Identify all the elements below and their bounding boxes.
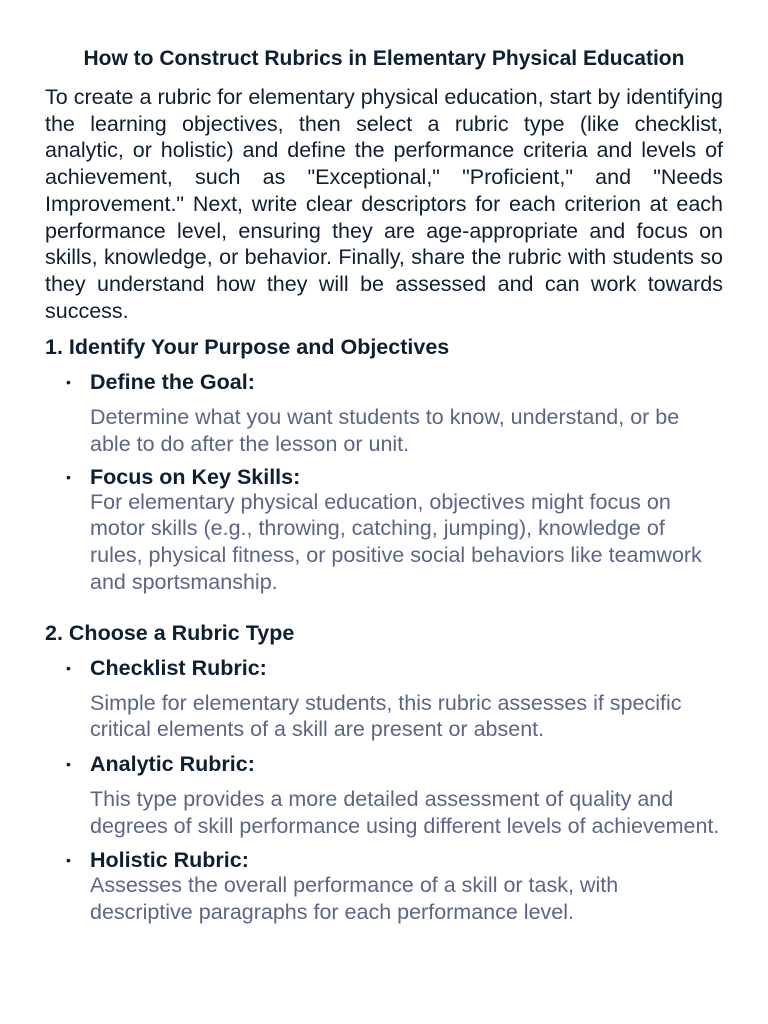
item-list [45,653,723,926]
section-identify-purpose [45,332,723,595]
item-description: Assesses the overall performance of a skill or task, with descriptive paragraphs for each performance level. [90,873,619,925]
section-choose-rubric-type [45,618,723,926]
bullet-icon: • [66,755,71,772]
list-item-checklist-rubric [45,653,723,743]
document-title: How to Construct Rubrics in Elementary Physical Education [83,47,685,70]
item-description: This type provides a more detailed assessment of quality and degrees of skill performance using different levels of achievement. [90,786,720,838]
list-item-define-goal [45,367,723,457]
item-description: For elementary physical education, objectives might focus on motor skills (e.g., throwing, catching, jumping), knowledge of rules, physical fitness, or positive social behaviors like teamwork and sportsmanship. [90,489,702,594]
list-item-key-skills [45,462,723,596]
bullet-icon: • [66,374,71,391]
item-label: Holistic Rubric: [90,848,249,873]
item-description: Simple for elementary students, this rubric assesses if specific critical elements of a skill are present or absent. [90,690,682,742]
bullet-icon: • [66,659,71,676]
section-heading: 1. Identify Your Purpose and Objectives [45,335,450,360]
bullet-icon: • [66,852,71,869]
section-heading: 2. Choose a Rubric Type [45,620,295,645]
list-item-analytic-rubric [45,749,723,839]
item-list [45,367,723,595]
item-description: Determine what you want students to know, understand, or be able to do after the lesson or unit. [90,405,680,457]
item-label: Define the Goal: [90,370,255,395]
item-label: Analytic Rubric: [90,751,255,776]
intro-paragraph: To create a rubric for elementary physical education, start by identifying the learning objectives, then select a rubric type (like checklist, analytic, or holistic) and define the performance criteria and levels of achievement, such as "Exceptional," "Proficient," and "Needs Improvement." Next, write clear descriptors for each criterion at each performance level, ensuring they are age-appropriate and focus on skills, knowledge, or behavior. Finally, share the rubric with students so they understand how they will be assessed and can work towards success. [45,85,723,323]
item-label: Focus on Key Skills: [90,464,301,489]
bullet-icon: • [66,468,71,485]
list-item-holistic-rubric [45,845,723,925]
item-label: Checklist Rubric: [90,655,267,680]
